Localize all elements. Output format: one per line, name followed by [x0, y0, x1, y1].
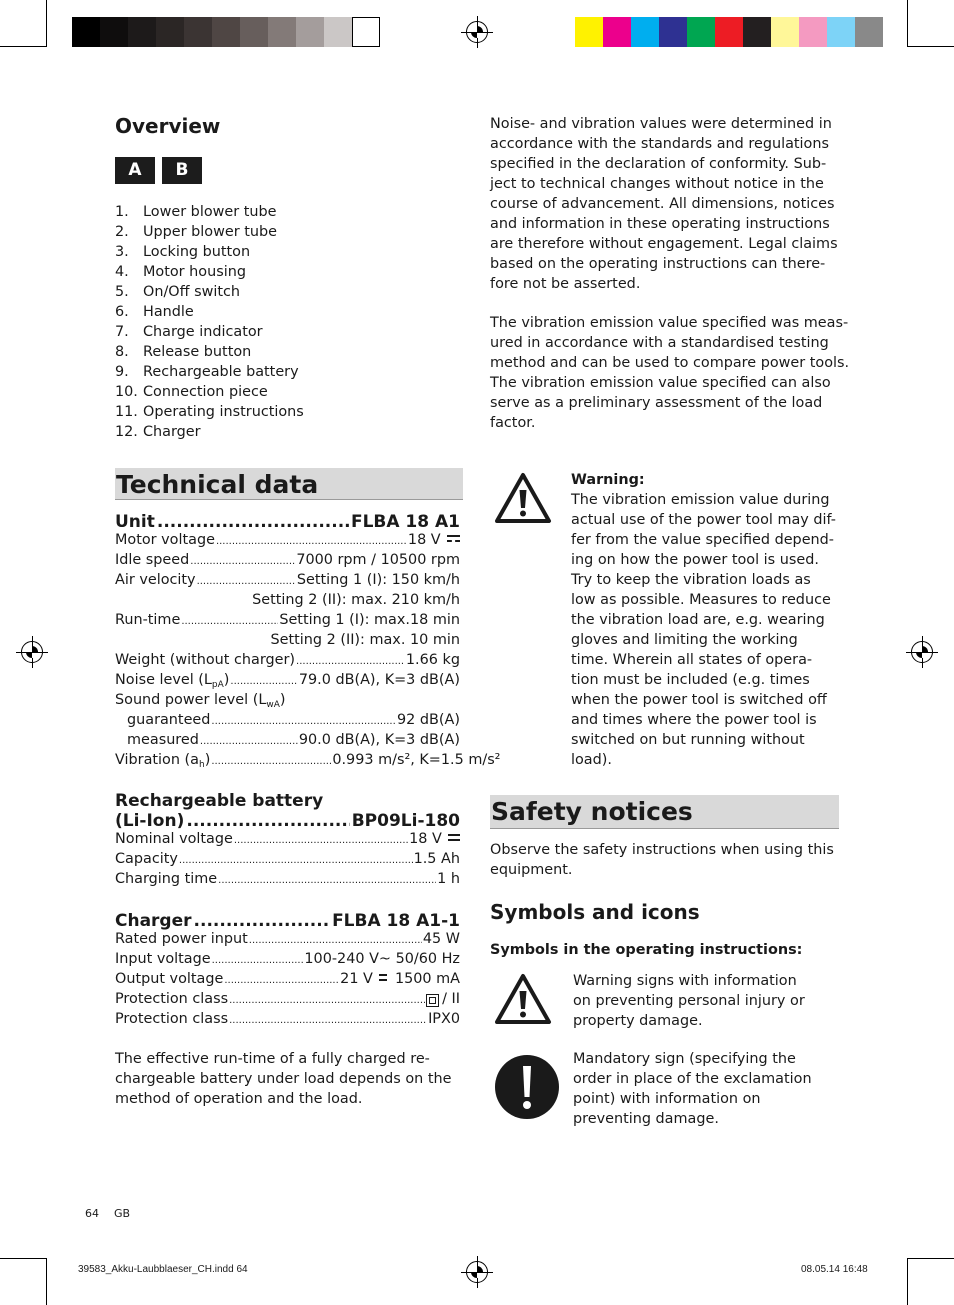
- spec-row: Capacity ..... 1.5 Ah: [115, 849, 460, 871]
- list-item: 3. Locking button: [115, 244, 251, 260]
- list-item: 11. Operating instructions: [115, 404, 304, 420]
- battery-heading: Rechargeable battery: [115, 791, 324, 811]
- registration-mark-icon: [466, 21, 488, 43]
- spec-row: Nominal voltage ..... 18 V: [115, 829, 460, 851]
- list-item: 12. Charger: [115, 424, 201, 440]
- text-line: method and can be used to compare power tools.: [490, 355, 850, 371]
- safety-notices-heading: Safety notices: [490, 795, 839, 829]
- mandatory-sign-description: [573, 1049, 812, 1129]
- spec-row: Sound power level $(L_{wA})$: [115, 692, 286, 710]
- spec-row: Input voltage ..... 100-240 V~ 50/60 Hz: [115, 949, 460, 971]
- text-line: load).: [571, 752, 612, 768]
- safety-paragraph: [490, 840, 834, 880]
- text-line: fer from the value specified depend-: [571, 532, 834, 548]
- gray-swatch: [324, 17, 352, 47]
- text-line: switched on but running without: [571, 732, 805, 748]
- color-swatch: [855, 17, 883, 47]
- text-line: property damage.: [573, 1013, 703, 1029]
- figure-tab-a: A: [115, 157, 155, 184]
- text-line: are therefore without engagement. Legal claims: [490, 236, 838, 252]
- text-line: actual use of the power tool may dif-: [571, 512, 836, 528]
- technical-data-heading: Technical data: [115, 468, 463, 500]
- gray-swatch: [100, 17, 128, 47]
- list-item: 6. Handle: [115, 304, 194, 320]
- list-item: 5. On/Off switch: [115, 284, 241, 300]
- color-swatch: [687, 17, 715, 47]
- crop-mark: [0, 46, 47, 47]
- symbols-heading: Symbols and icons: [490, 900, 700, 924]
- spec-row: Protection class ..... / II: [115, 989, 460, 1011]
- text-line: Observe the safety instructions when using this: [490, 842, 834, 858]
- spec-row: Run-time ..... Setting 1 (I): max.18 min: [115, 610, 460, 632]
- spec-row: Setting 2 (II): max. 210 km/h: [252, 592, 460, 608]
- dc-symbol-icon: [379, 973, 387, 983]
- gray-swatch: [212, 17, 240, 47]
- list-item: 4. Motor housing: [115, 264, 246, 280]
- text-line: The vibration emission value specified can also: [490, 375, 831, 391]
- crop-mark: [46, 1258, 47, 1305]
- list-item: 9. Rechargeable battery: [115, 364, 299, 380]
- text-line: course of advancement. All dimensions, notices: [490, 196, 835, 212]
- dc-symbol-icon: [448, 833, 460, 843]
- text-line: fore not be asserted.: [490, 276, 641, 292]
- overview-title: Overview: [115, 114, 221, 138]
- vibration-paragraph: [490, 313, 849, 433]
- text-line: and times where the power tool is: [571, 712, 817, 728]
- warning-title: Warning:: [571, 472, 645, 488]
- text-line: equipment.: [490, 862, 573, 878]
- charger-heading: Charger ..... FLBA 18 A1-1: [115, 911, 460, 931]
- spec-row: Charging time ..... 1 h: [115, 869, 460, 891]
- list-item: 8. Release button: [115, 344, 252, 360]
- spec-row: Idle speed ..... 7000 rpm / 10500 rpm: [115, 550, 460, 572]
- color-swatch: [659, 17, 687, 47]
- unit-label: Unit: [115, 512, 155, 532]
- gray-swatch: [352, 17, 380, 47]
- text-line: time. Wherein all states of opera-: [571, 652, 813, 668]
- dc-symbol-icon: [447, 534, 460, 544]
- list-item: 10. Connection piece: [115, 384, 268, 400]
- spec-row: measured ..... 90.0 dB(A), K=3 dB(A): [127, 730, 460, 752]
- text-line: and information in these operating instructions: [490, 216, 830, 232]
- warning-block: [571, 470, 836, 770]
- charger-model: FLBA 18 A1-1: [332, 911, 460, 931]
- page-number: 64: [85, 1207, 99, 1220]
- warning-triangle-icon: [494, 472, 552, 524]
- text-line: preventing damage.: [573, 1111, 719, 1127]
- gray-swatch: [72, 17, 100, 47]
- unit-heading: [115, 512, 460, 532]
- battery-model: BP09Li-180: [351, 811, 460, 831]
- spec-row: Setting 2 (II): max. 10 min: [270, 632, 460, 648]
- runtime-note: The effective run-time of a fully charged re- chargeable battery under load depends on the method of operation and the load.: [115, 1051, 452, 1107]
- gray-swatch: [156, 17, 184, 47]
- color-swatch: [771, 17, 799, 47]
- spec-row: Rated power input ..... 45 W: [115, 929, 460, 951]
- gray-swatch: [184, 17, 212, 47]
- crop-mark: [907, 1258, 954, 1259]
- gray-swatch: [296, 17, 324, 47]
- file-slug: 39583_Akku-Laubblaeser_CH.indd 64: [78, 1264, 248, 1275]
- color-swatch: [631, 17, 659, 47]
- text-line: serve as a preliminary assessment of the load: [490, 395, 823, 411]
- registration-mark-icon: [21, 641, 43, 663]
- unit-model: FLBA 18 A1: [350, 512, 460, 532]
- text-line: when the power tool is switched off: [571, 692, 827, 708]
- text-line: accordance with the standards and regulations: [490, 136, 829, 152]
- list-item: 7. Charge indicator: [115, 324, 263, 340]
- text-line: point) with information on: [573, 1091, 761, 1107]
- registration-mark-icon: [911, 641, 933, 663]
- conformity-paragraph: [490, 114, 838, 294]
- battery-heading-row: (Li-Ion) ..... BP09Li-180: [115, 811, 460, 831]
- text-line: ured in accordance with a standardised testing: [490, 335, 829, 351]
- language-code: GB: [114, 1207, 131, 1220]
- print-date: 08.05.14 16:48: [801, 1264, 868, 1275]
- text-line: ject to technical changes without notice in the: [490, 176, 824, 192]
- color-swatch: [603, 17, 631, 47]
- crop-mark: [907, 46, 954, 47]
- spec-row: Air velocity ..... Setting 1 (I): 150 km/h: [115, 570, 460, 592]
- text-line: low as possible. Measures to reduce: [571, 592, 831, 608]
- text-line: The vibration emission value during: [571, 492, 830, 508]
- list-item: 2. Upper blower tube: [115, 224, 277, 240]
- gray-swatch: [240, 17, 268, 47]
- spec-row: Protection class ..... IPX0: [115, 1009, 460, 1031]
- gray-swatch: [268, 17, 296, 47]
- text-line: specified in the declaration of conformity. Sub-: [490, 156, 827, 172]
- text-line: gloves and limiting the working: [571, 632, 798, 648]
- text-line: Mandatory sign (specifying the: [573, 1051, 796, 1067]
- crop-mark: [907, 0, 908, 47]
- crop-mark: [46, 0, 47, 47]
- spec-row: Output voltage ..... 21 V 1500 mA: [115, 969, 460, 991]
- text-line: on preventing personal injury or: [573, 993, 805, 1009]
- text-line: factor.: [490, 415, 536, 431]
- color-swatch: [715, 17, 743, 47]
- text-line: order in place of the exclamation: [573, 1071, 812, 1087]
- text-line: the vibration load are, e.g. wearing: [571, 612, 825, 628]
- protection-class-ii-icon: [426, 994, 439, 1007]
- color-swatch: [743, 17, 771, 47]
- text-line: Noise- and vibration values were determined in: [490, 116, 832, 132]
- registration-mark-icon: [466, 1261, 488, 1283]
- crop-mark: [0, 1258, 47, 1259]
- symbols-subheading: Symbols in the operating instructions:: [490, 942, 803, 958]
- text-line: Try to keep the vibration loads as: [571, 572, 811, 588]
- text-line: tion must be included (e.g. times: [571, 672, 810, 688]
- gray-swatch: [128, 17, 156, 47]
- text-line: The vibration emission value specified was meas-: [490, 315, 849, 331]
- spec-row: Motor voltage ..... 18 V: [115, 530, 460, 552]
- spec-row: Weight (without charger) ..... 1.66 kg: [115, 650, 460, 672]
- warning-triangle-icon: [494, 973, 552, 1025]
- spec-row: guaranteed ..... 92 dB(A): [127, 710, 460, 732]
- spec-row: Vibration $(a_h)$ ..... 0.993 m/s², K=1.5 m/s²: [115, 750, 460, 775]
- color-swatch: [799, 17, 827, 47]
- text-line: ing on how the power tool is used.: [571, 552, 819, 568]
- figure-tab-b: B: [162, 157, 202, 184]
- crop-mark: [907, 1258, 908, 1305]
- color-swatch: [575, 17, 603, 47]
- spec-row: Noise level $(L_{pA})$ ..... 79.0 dB(A), K=3 dB(A): [115, 670, 460, 695]
- mandatory-sign-icon: [494, 1054, 560, 1120]
- text-line: Warning signs with information: [573, 973, 797, 989]
- list-item: 1. Lower blower tube: [115, 204, 277, 220]
- text-line: based on the operating instructions can there-: [490, 256, 826, 272]
- color-swatch: [827, 17, 855, 47]
- warning-sign-description: [573, 971, 805, 1031]
